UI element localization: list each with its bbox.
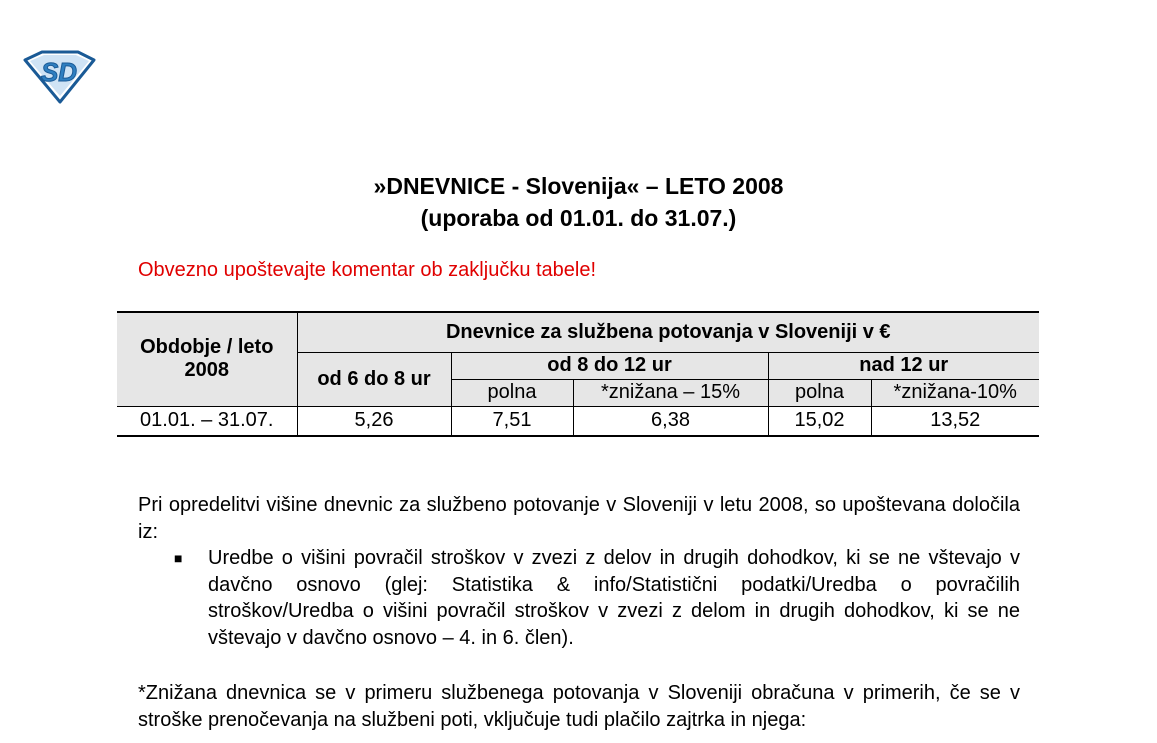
- allowance-table: [117, 311, 1039, 437]
- document-title: [0, 170, 1157, 234]
- cell-6-8: 5,26: [297, 406, 451, 436]
- title-line-1: »DNEVNICE - Slovenija« – LETO 2008: [373, 173, 784, 199]
- footnote-paragraph: *Znižana dnevnica se v primeru službenega potovanja v Sloveniji obračuna v primerih, če se v stroške prenočevanja na službeni poti, vključuje tudi plačilo zajtrka in njega:: [138, 682, 1020, 731]
- cell-over-12-full: 15,02: [768, 406, 871, 436]
- period-header: Obdobje / leto 2008: [117, 312, 297, 406]
- title-line-2: (uporaba od 01.01. do 31.07.): [420, 205, 737, 231]
- bullet-text: Uredbe o višini povračil stroškov v zvezi z delov in drugih dohodkov, ki se ne vštevajo v davčno osnovo (glej: Statistika & info/Statistični podatki/Uredba o povračilih stroškov/Uredba o višini povračil stroškov v zvezi z delom in drugih dohodkov, ki se ne vštevajo v davčno osnovo – 4. in 6. člen).: [208, 547, 1020, 649]
- cell-8-12-reduced: 6,38: [573, 406, 768, 436]
- cell-period: 01.01. – 31.07.: [117, 406, 297, 436]
- col-8-12-header: od 8 do 12 ur: [451, 352, 768, 379]
- company-logo: [22, 48, 96, 104]
- bullet-square-icon: ■: [174, 550, 183, 566]
- main-header: Dnevnice za službena potovanja v Sloveniji v €: [297, 312, 1039, 352]
- col-6-8-header: od 6 do 8 ur: [297, 352, 451, 406]
- list-item: [138, 545, 1020, 651]
- col-over-12-header: nad 12 ur: [768, 352, 1039, 379]
- sub-reduced-8-12: *znižana – 15%: [573, 379, 768, 406]
- sub-full-over-12: polna: [768, 379, 871, 406]
- sub-full-8-12: polna: [451, 379, 573, 406]
- intro-paragraph: Pri opredelitvi višine dnevnic za službeno potovanje v Sloveniji v letu 2008, so upoštevana določila iz:: [138, 494, 1020, 543]
- sub-reduced-over-12: *znižana-10%: [871, 379, 1039, 406]
- table-header-row: [117, 312, 1039, 352]
- warning-note: Obvezno upoštevajte komentar ob zaključku tabele!: [138, 259, 597, 281]
- logo-shield-icon: [22, 48, 96, 104]
- cell-over-12-reduced: 13,52: [871, 406, 1039, 436]
- logo-text: SD: [40, 57, 78, 87]
- table-row: [117, 406, 1039, 436]
- cell-8-12-full: 7,51: [451, 406, 573, 436]
